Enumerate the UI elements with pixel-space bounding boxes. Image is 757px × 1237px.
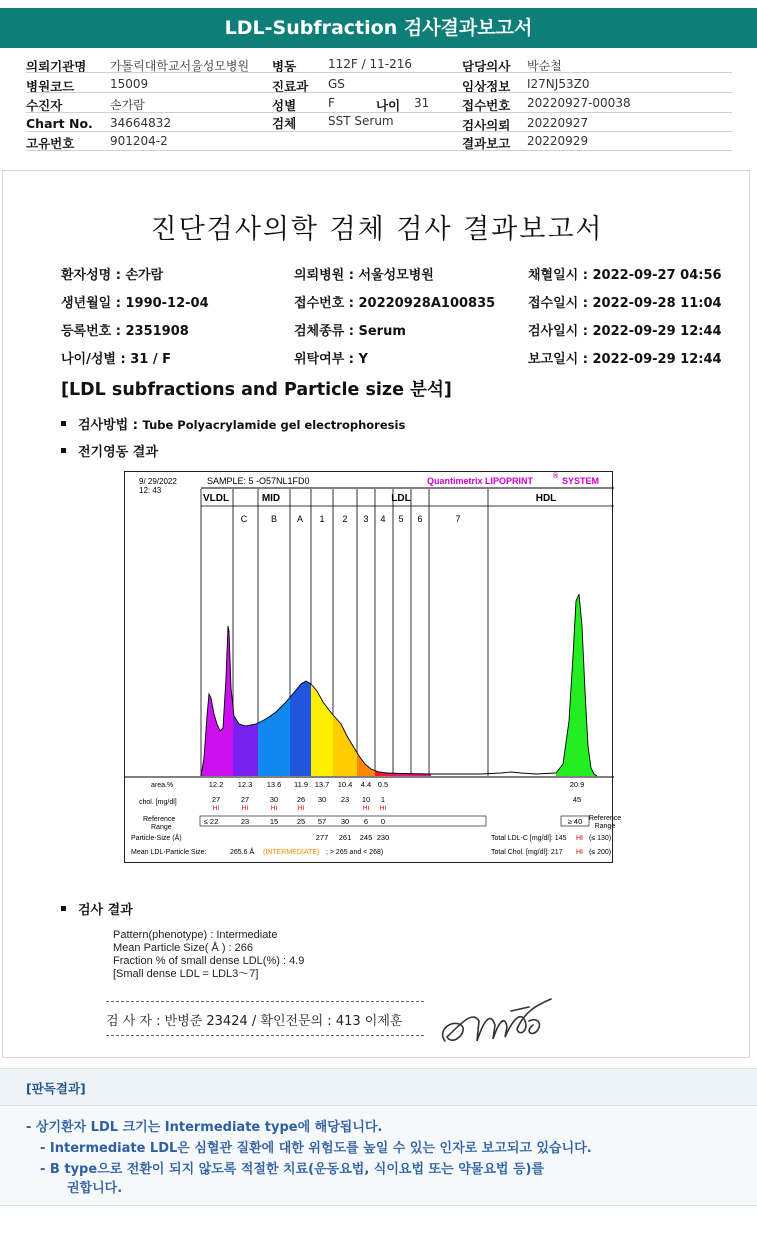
chart-ref-right-label: Reference [588,815,622,822]
chart-ref-value: 30 [340,817,350,826]
header-label: 나이 [376,98,401,113]
chart-hi-flag: HI [270,805,278,812]
chart-sample-id: SAMPLE: 5 -O57NL1FD0 [207,476,310,486]
chart-row-label-ref: Reference [143,816,176,823]
age-sex: 나이/성별 : 31 / F [61,352,172,367]
chart-band-label: 5 [398,514,404,524]
header-value: I27NJ53Z0 [527,77,590,91]
chart-row-label-chol: chol. [mg/dl] [139,799,177,806]
divider [26,131,732,132]
birth-date: 생년월일 : 1990-12-04 [61,296,209,311]
signature-image [433,991,563,1053]
header-value: F [328,96,335,110]
verdict-heading: [판독결과] [26,1081,86,1096]
bullet-icon [61,448,66,453]
header-value: 112F / 11-216 [328,57,412,71]
divider [26,72,732,73]
chart-band-label: 1 [319,514,325,524]
report-datetime: 보고일시 : 2022-09-29 12:44 [528,352,722,367]
header-value: 박순철 [527,59,562,73]
header-label: Chart No. [26,116,93,131]
receipt-number: 접수번호 : 20220928A100835 [294,296,496,311]
chart-hi-flag: HI [297,805,305,812]
header-label: 접수번호 [462,98,511,113]
header-label: 진료과 [272,79,309,94]
header-value: 34664832 [110,116,172,130]
chart-group-label: MID [261,493,281,504]
header-value: 손가람 [110,98,145,112]
chart-particle-size-value: 245 [359,833,373,842]
verdict-line: 권합니다. [67,1181,123,1196]
chart-particle-size-value: 261 [338,833,352,842]
chart-band-fill [333,715,357,776]
chart-band-fill [556,594,597,776]
chart-ref-value: 25 [296,817,306,826]
chart-chol-value: 1 [380,795,386,804]
chart-row-label-area: area.% [151,782,174,789]
result-bullet [61,899,133,918]
chart-ref-right-label: Range [594,823,616,830]
chart-group-label: VLDL [202,493,230,504]
report-title: 진단검사의학 검체 검사 결과보고서 [150,214,604,245]
chart-area-value: 4.4 [360,780,372,789]
chart-row-label-ref: Range [151,824,172,831]
chart-chol-value: 27 [240,795,250,804]
header-label: 검사의뢰 [462,118,511,133]
chart-area-value: 20.9 [569,780,585,789]
result-sd-ldl-definition: [Small dense LDL = LDL3～7] [113,968,259,980]
chart-ref-value: 0 [380,817,386,826]
result-label: 검사 결과 [78,903,133,918]
chart-brand-mark: ® [553,473,559,480]
chart-total-chol-ref: (≤ 200) [589,849,612,856]
chart-band-fill [290,681,311,776]
lipoprint-chart [124,471,622,863]
header-value: 20220927 [527,116,589,130]
chart-time: 12: 43 [139,486,162,495]
request-info-header [0,52,757,152]
result-summary [113,929,304,981]
chart-chol-value: 10 [361,795,371,804]
header-label: 수진자 [26,98,63,113]
header-label: 고유번호 [26,136,75,151]
section-heading: [LDL subfractions and Particle size 분석] [61,380,452,400]
chart-hi-flag: HI [576,835,583,842]
lab-report-panel [2,170,750,1058]
chart-particle-size-value: 277 [315,833,329,842]
chart-band-label: 4 [380,514,386,524]
header-label: 임상정보 [462,79,511,94]
chart-ref-value: 15 [269,817,279,826]
header-value: 20220929 [527,134,589,148]
method-bullet [61,414,405,433]
chart-area-value: 12.2 [208,780,224,789]
result-mean-size: Mean Particle Size( Å ) : 266 [113,942,254,954]
header-value: GS [328,77,345,91]
chart-total-ldl: Total LDL-C [mg/dl]: 145 [491,835,567,842]
divider [26,92,732,93]
chart-hi-flag: HI [241,805,249,812]
electrophoresis-bullet [61,441,158,460]
chart-band-label: 3 [363,514,369,524]
chart-area-value: 0.5 [377,780,389,789]
chart-total-ldl-ref: (≤ 130) [589,835,612,842]
chart-group-label: HDL [535,493,557,504]
collection-datetime: 채혈일시 : 2022-09-27 04:56 [528,268,722,283]
result-sd-ldl-fraction: Fraction % of small dense LDL(%) : 4.9 [113,955,305,967]
electrophoresis-label: 전기영동 결과 [78,445,158,460]
method-value: Tube Polyacrylamide gel electrophoresis [142,418,406,432]
test-datetime: 검사일시 : 2022-09-29 12:44 [528,324,722,339]
chart-mean-phenotype: (INTERMEDIATE) [263,849,320,856]
outsourced-status: 위탁여부 : Y [294,352,368,367]
chart-group-label: LDL [391,493,411,504]
header-value: 31 [414,96,430,110]
referring-hospital: 의뢰병원 : 서울성모병원 [294,268,434,283]
chart-band-fill [201,626,233,776]
chart-chol-value: 30 [269,795,279,804]
chart-chol-value: 23 [340,795,350,804]
chart-band-label: B [270,514,278,524]
chart-date: 9/ 29/2022 [139,477,177,486]
receipt-datetime: 접수일시 : 2022-09-28 11:04 [528,296,722,311]
chart-mean-range: ; > 265 and < 268) [326,849,384,856]
header-label: 검체 [272,116,297,131]
result-phenotype: Pattern(phenotype) : Intermediate [113,929,278,941]
header-label: 병동 [272,59,297,74]
verdict-heading-bar [0,1068,757,1106]
header-label: 성별 [272,98,297,113]
patient-name: 환자성명 : 손가람 [61,268,164,283]
chart-band-label: 2 [342,514,348,524]
chart-ref-value: ≤ 22 [203,817,219,826]
chart-hi-flag: HI [379,805,387,812]
chart-chol-value: 30 [317,795,327,804]
header-label: 병원코드 [26,79,75,94]
lipoprint-svg [125,472,622,864]
chart-total-chol: Total Chol. [mg/dl]: 217 [491,849,563,856]
bullet-icon [61,421,66,426]
header-label: 담당의사 [462,59,511,74]
chart-band-fill [311,684,333,776]
chart-mean-label: Mean LDL-Particle Size: [131,849,207,856]
divider [26,112,732,113]
chart-area-value: 12.3 [237,780,253,789]
chart-hi-flag: HI [212,805,220,812]
chart-band-label: 6 [417,514,423,524]
inspector-line: 검 사 자 : 반병준 23424 / 확인전문의 : 413 이제훈 [106,1014,403,1029]
verdict-panel [0,1106,757,1206]
verdict-line: - 상기환자 LDL 크기는 Intermediate type에 해당됩니다. [26,1120,383,1135]
chart-chol-value: 45 [572,795,582,804]
bullet-icon [61,906,66,911]
chart-area-value: 13.7 [314,780,330,789]
chart-band-fill [258,697,290,776]
chart-band-label: 7 [455,514,461,524]
divider [26,150,732,151]
chart-area-value: 10.4 [337,780,353,789]
header-value: 가톨릭대학교서울성모병원 [110,59,250,73]
chart-mean-value: 265.6 Å [230,849,255,856]
chart-ref-value: 57 [317,817,327,826]
page-title: LDL-Subfraction 검사결과보고서 [0,8,757,48]
divider [106,1001,424,1002]
chart-area-value: 11.9 [293,780,309,789]
divider [106,1035,424,1036]
chart-brand-tail: SYSTEM [562,476,600,486]
verdict-line: - Intermediate LDL은 심혈관 질환에 대한 위험도를 높일 수 있는 인자로 보고되고 있습니다. [40,1141,592,1156]
chart-particle-size-value: 230 [376,833,390,842]
header-value: 15009 [110,77,149,91]
chart-chol-value: 27 [211,795,221,804]
chart-band-label: A [296,514,304,524]
chart-chol-value: 26 [296,795,306,804]
header-value: 901204-2 [110,134,168,148]
registration-number: 등록번호 : 2351908 [61,324,189,339]
header-label: 의뢰기관명 [26,59,87,74]
chart-band-label: C [240,514,248,524]
chart-ref-value: 6 [363,817,369,826]
chart-hi-flag: HI [362,805,370,812]
header-value: 20220927-00038 [527,96,631,110]
method-label: 검사방법 : [78,418,143,433]
header-label: 결과보고 [462,136,511,151]
chart-ref-value: ≥ 40 [567,817,583,826]
chart-band-fill [233,707,258,776]
chart-particle-size-label: Particle-Size (Å) [131,835,182,842]
header-value: SST Serum [328,114,394,128]
chart-ref-value: 23 [240,817,250,826]
chart-area-value: 13.6 [266,780,282,789]
verdict-line: - B type으로 전환이 되지 않도록 적절한 치료(운동요법, 식이요법 또는 약물요법 등)를 [40,1162,545,1177]
chart-brand: Quantimetrix LIPOPRINT [427,476,534,486]
chart-hi-flag: HI [576,849,583,856]
specimen-type: 검체종류 : Serum [294,324,406,339]
